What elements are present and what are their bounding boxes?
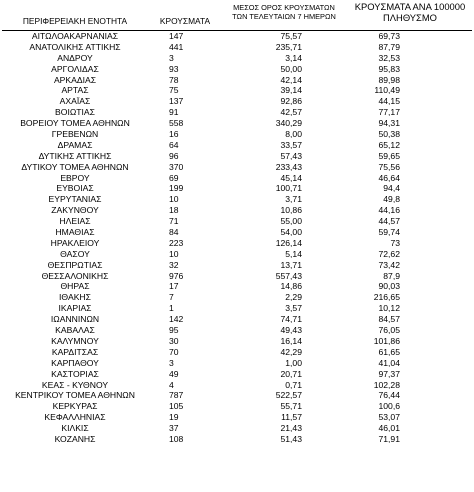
table-row <box>0 53 474 64</box>
cell-avg: 0,71 <box>285 379 302 390</box>
cell-region: ΚΙΛΚΙΣ <box>61 423 89 434</box>
table-row <box>0 281 474 292</box>
cell-per: 87,79 <box>378 41 400 52</box>
cell-avg: 74,71 <box>280 314 302 325</box>
table-row <box>0 380 474 391</box>
cell-per: 73,42 <box>378 259 400 270</box>
cell-per: 102,28 <box>373 379 400 390</box>
table-row <box>0 271 474 282</box>
table-row <box>0 205 474 216</box>
table-row <box>0 336 474 347</box>
cell-region: ΘΕΣΠΡΩΤΙΑΣ <box>47 259 103 270</box>
table-row <box>0 96 474 107</box>
cell-cases: 93 <box>169 63 179 74</box>
cell-region: ΑΡΓΟΛΙΔΑΣ <box>51 63 99 74</box>
cell-avg: 14,86 <box>280 281 302 292</box>
table-body <box>0 31 474 445</box>
cell-region: ΗΛΕΙΑΣ <box>59 216 91 227</box>
cell-cases: 105 <box>169 401 184 412</box>
cell-avg: 11,57 <box>281 412 302 423</box>
cell-per: 59,74 <box>378 227 400 238</box>
cell-region: ΔΡΑΜΑΣ <box>57 139 93 150</box>
header-avg-line2: ΤΩΝ ΤΕΛΕΥΤΑΙΩΝ 7 ΗΜΕΡΩΝ <box>232 11 336 21</box>
table-row <box>0 412 474 423</box>
table-row <box>0 107 474 118</box>
cell-avg: 126,14 <box>275 237 302 248</box>
cell-cases: 75 <box>169 85 179 96</box>
table-row <box>0 31 474 42</box>
cell-cases: 96 <box>169 150 179 161</box>
cell-cases: 137 <box>169 96 184 107</box>
cell-region: ΚΑΣΤΟΡΙΑΣ <box>51 368 99 379</box>
cell-avg: 340,29 <box>275 118 302 129</box>
cell-cases: 84 <box>169 227 179 238</box>
cell-cases: 787 <box>169 390 184 401</box>
cell-cases: 7 <box>169 292 174 303</box>
cell-region: ΚΑΛΥΜΝΟΥ <box>51 335 99 346</box>
cell-region: ΑΡΤΑΣ <box>61 85 89 96</box>
cell-avg: 42,14 <box>280 74 302 85</box>
cell-per: 32,53 <box>378 52 400 63</box>
cell-avg: 55,00 <box>280 216 302 227</box>
cell-cases: 558 <box>169 118 184 129</box>
header-cases: ΚΡΟΥΣΜΑΤΑ <box>159 16 211 26</box>
cell-region: ΑΙΤΩΛΟΑΚΑΡΝΑΝΙΑΣ <box>31 31 119 41</box>
cell-cases: 30 <box>169 335 179 346</box>
cell-region: ΘΕΣΣΑΛΟΝΙΚΗΣ <box>41 270 109 281</box>
cell-per: 110,49 <box>374 85 400 96</box>
cell-region: ΙΚΑΡΙΑΣ <box>58 303 92 314</box>
table-row <box>0 423 474 434</box>
cell-cases: 49 <box>169 368 179 379</box>
table-row <box>0 369 474 380</box>
cell-region: ΚΑΡΠΑΘΟΥ <box>51 357 99 368</box>
cell-region: ΚΑΡΔΙΤΣΑΣ <box>51 346 99 357</box>
header-avg-line1: ΜΕΣΟΣ ΟΡΟΣ ΚΡΟΥΣΜΑΤΩΝ <box>233 3 335 12</box>
cell-cases: 108 <box>169 433 184 444</box>
cell-avg: 21,43 <box>280 423 302 434</box>
table-row <box>0 358 474 369</box>
header-avg <box>224 4 344 21</box>
cell-cases: 64 <box>169 139 179 150</box>
cell-avg: 8,00 <box>285 129 302 140</box>
cell-avg: 522,57 <box>275 390 302 401</box>
cell-avg: 13,71 <box>280 259 302 270</box>
cell-cases: 10 <box>169 248 179 259</box>
cell-avg: 49,43 <box>280 325 302 336</box>
cell-avg: 51,43 <box>280 433 302 444</box>
cell-avg: 42,29 <box>280 346 302 357</box>
cell-avg: 233,43 <box>275 161 302 172</box>
table-row <box>0 325 474 336</box>
table-row <box>0 314 474 325</box>
cell-cases: 4 <box>169 379 174 390</box>
cell-avg: 16,14 <box>280 335 302 346</box>
cell-avg: 100,71 <box>275 183 302 194</box>
cell-per: 90,03 <box>378 281 400 292</box>
cell-per: 73 <box>390 237 400 248</box>
cell-avg: 57,43 <box>280 150 302 161</box>
cell-cases: 976 <box>169 270 184 281</box>
cell-region: ΑΡΚΑΔΙΑΣ <box>53 74 97 85</box>
cell-avg: 20,71 <box>280 368 302 379</box>
cell-avg: 3,14 <box>285 52 302 63</box>
cell-region: ΚΕΡΚΥΡΑΣ <box>52 401 98 412</box>
cell-per: 44,15 <box>378 96 400 107</box>
table-row <box>0 64 474 75</box>
cell-avg: 235,71 <box>275 41 302 52</box>
cell-cases: 69 <box>169 172 179 183</box>
cell-cases: 199 <box>169 183 184 194</box>
table-row <box>0 216 474 227</box>
cell-per: 94,31 <box>378 118 400 129</box>
cell-per: 61,65 <box>378 346 400 357</box>
cell-avg: 33,57 <box>280 139 302 150</box>
cell-per: 76,44 <box>378 390 400 401</box>
cell-region: ΚΕΑΣ - ΚΥΘΝΟΥ <box>41 379 109 390</box>
cell-per: 46,64 <box>378 172 400 183</box>
cell-region: ΗΡΑΚΛΕΙΟΥ <box>50 237 100 248</box>
cell-avg: 45,14 <box>280 172 302 183</box>
cell-per: 89,98 <box>378 74 400 85</box>
table-row <box>0 42 474 53</box>
cell-avg: 55,71 <box>280 401 302 412</box>
cell-region: ΚΑΒΑΛΑΣ <box>55 325 95 336</box>
cell-per: 41,04 <box>378 357 400 368</box>
table-row <box>0 303 474 314</box>
cell-per: 50,38 <box>378 129 400 140</box>
table-row <box>0 292 474 303</box>
cell-region: ΙΘΑΚΗΣ <box>59 292 91 303</box>
cell-region: ΔΥΤΙΚΟΥ ΤΟΜΕΑ ΑΘΗΝΩΝ <box>21 161 129 172</box>
cell-cases: 19 <box>169 412 179 423</box>
cell-cases: 71 <box>169 216 179 227</box>
cell-avg: 10,86 <box>280 205 302 216</box>
cell-per: 44,57 <box>378 216 400 227</box>
cell-region: ΓΡΕΒΕΝΩΝ <box>51 129 99 140</box>
cell-per: 95,83 <box>378 63 400 74</box>
table-row <box>0 249 474 260</box>
cell-cases: 1 <box>169 303 174 314</box>
cell-per: 87,9 <box>383 270 400 281</box>
cell-cases: 70 <box>169 346 179 357</box>
cell-per: 84,57 <box>378 314 400 325</box>
cell-cases: 17 <box>169 281 179 292</box>
cell-per: 65,12 <box>378 139 400 150</box>
table-row <box>0 238 474 249</box>
header-per <box>344 2 474 24</box>
cell-per: 59,65 <box>378 150 400 161</box>
cell-avg: 5,14 <box>285 248 302 259</box>
cell-avg: 54,00 <box>280 227 302 238</box>
cell-cases: 91 <box>169 107 179 118</box>
table-row <box>0 162 474 173</box>
table-row <box>0 118 474 129</box>
cell-region: ΚΕΝΤΡΙΚΟΥ ΤΟΜΕΑ ΑΘΗΝΩΝ <box>15 390 135 401</box>
cell-region: ΕΥΒΟΙΑΣ <box>56 183 94 194</box>
cell-region: ΙΩΑΝΝΙΝΩΝ <box>50 314 100 325</box>
cell-region: ΕΥΡΥΤΑΝΙΑΣ <box>48 194 102 205</box>
cell-region: ΚΟΖΑΝΗΣ <box>54 433 96 444</box>
cell-cases: 147 <box>169 31 184 41</box>
cell-cases: 16 <box>169 129 179 140</box>
table-row <box>0 173 474 184</box>
cell-per: 94,4 <box>383 183 400 194</box>
table-row <box>0 390 474 401</box>
cell-avg: 50,00 <box>280 63 302 74</box>
cell-region: ΖΑΚΥΝΘΟΥ <box>51 205 99 216</box>
cell-per: 100,6 <box>378 401 400 412</box>
cell-per: 97,37 <box>378 368 400 379</box>
cell-per: 49,8 <box>383 194 400 205</box>
cell-cases: 3 <box>169 52 174 63</box>
cell-per: 46,01 <box>378 423 400 434</box>
cell-cases: 3 <box>169 357 174 368</box>
cell-avg: 39,14 <box>280 85 302 96</box>
cell-avg: 557,43 <box>275 270 302 281</box>
table-row <box>0 260 474 271</box>
cell-region: ΗΜΑΘΙΑΣ <box>55 227 95 238</box>
table-row <box>0 85 474 96</box>
header-region: ΠΕΡΙΦΕΡΕΙΑΚΗ ΕΝΟΤΗΤΑ <box>22 16 128 26</box>
cell-avg: 42,57 <box>280 107 302 118</box>
cell-per: 53,07 <box>378 412 400 423</box>
cell-cases: 18 <box>169 205 179 216</box>
table-row <box>0 129 474 140</box>
cell-avg: 1,00 <box>285 357 302 368</box>
table-row <box>0 347 474 358</box>
table-header <box>0 0 474 30</box>
cell-cases: 95 <box>169 325 179 336</box>
cell-avg: 3,57 <box>285 303 302 314</box>
cell-avg: 92,86 <box>280 96 302 107</box>
cell-per: 10,12 <box>378 303 400 314</box>
cell-cases: 78 <box>169 74 179 85</box>
cell-cases: 37 <box>169 423 179 434</box>
cell-cases: 441 <box>169 41 184 52</box>
cell-region: ΘΑΣΟΥ <box>60 248 90 259</box>
cell-per: 72,62 <box>378 248 400 259</box>
cell-avg: 3,71 <box>285 194 302 205</box>
cell-region: ΚΕΦΑΛΛΗΝΙΑΣ <box>44 412 106 423</box>
table-row <box>0 140 474 151</box>
cell-cases: 142 <box>169 314 184 325</box>
table-row <box>0 401 474 412</box>
cell-per: 71,91 <box>378 433 400 444</box>
cell-region: ΘΗΡΑΣ <box>60 281 90 292</box>
cell-region: ΔΥΤΙΚΗΣ ΑΤΤΙΚΗΣ <box>38 150 112 161</box>
cell-avg: 2,29 <box>285 292 302 303</box>
table-row <box>0 227 474 238</box>
cell-cases: 10 <box>169 194 179 205</box>
cell-per: 69,73 <box>378 31 400 41</box>
table-row <box>0 75 474 86</box>
table-row <box>0 194 474 205</box>
header-per-line1: ΚΡΟΥΣΜΑΤΑ ΑΝΑ 100000 <box>354 1 466 12</box>
cell-per: 75,56 <box>378 161 400 172</box>
cell-region: ΒΟΙΩΤΙΑΣ <box>55 107 95 118</box>
cell-region: ΑΝΔΡΟΥ <box>57 52 93 63</box>
cell-per: 216,65 <box>373 292 400 303</box>
cell-avg: 75,57 <box>280 31 302 41</box>
cell-per: 101,86 <box>373 335 400 346</box>
cell-per: 44,16 <box>378 205 400 216</box>
cell-region: ΑΧΑΪΑΣ <box>59 96 91 107</box>
table-row <box>0 183 474 194</box>
cell-per: 76,05 <box>378 325 400 336</box>
table-row <box>0 151 474 162</box>
cell-region: ΕΒΡΟΥ <box>60 172 90 183</box>
header-per-line2: ΠΛΗΘΥΣΜΟ <box>383 11 437 23</box>
cell-cases: 32 <box>169 259 179 270</box>
cell-region: ΑΝΑΤΟΛΙΚΗΣ ΑΤΤΙΚΗΣ <box>29 41 121 52</box>
cell-per: 77,17 <box>378 107 400 118</box>
cell-cases: 370 <box>169 161 184 172</box>
table-row <box>0 434 474 445</box>
cell-region: ΒΟΡΕΙΟΥ ΤΟΜΕΑ ΑΘΗΝΩΝ <box>20 118 130 129</box>
cell-cases: 223 <box>169 237 184 248</box>
